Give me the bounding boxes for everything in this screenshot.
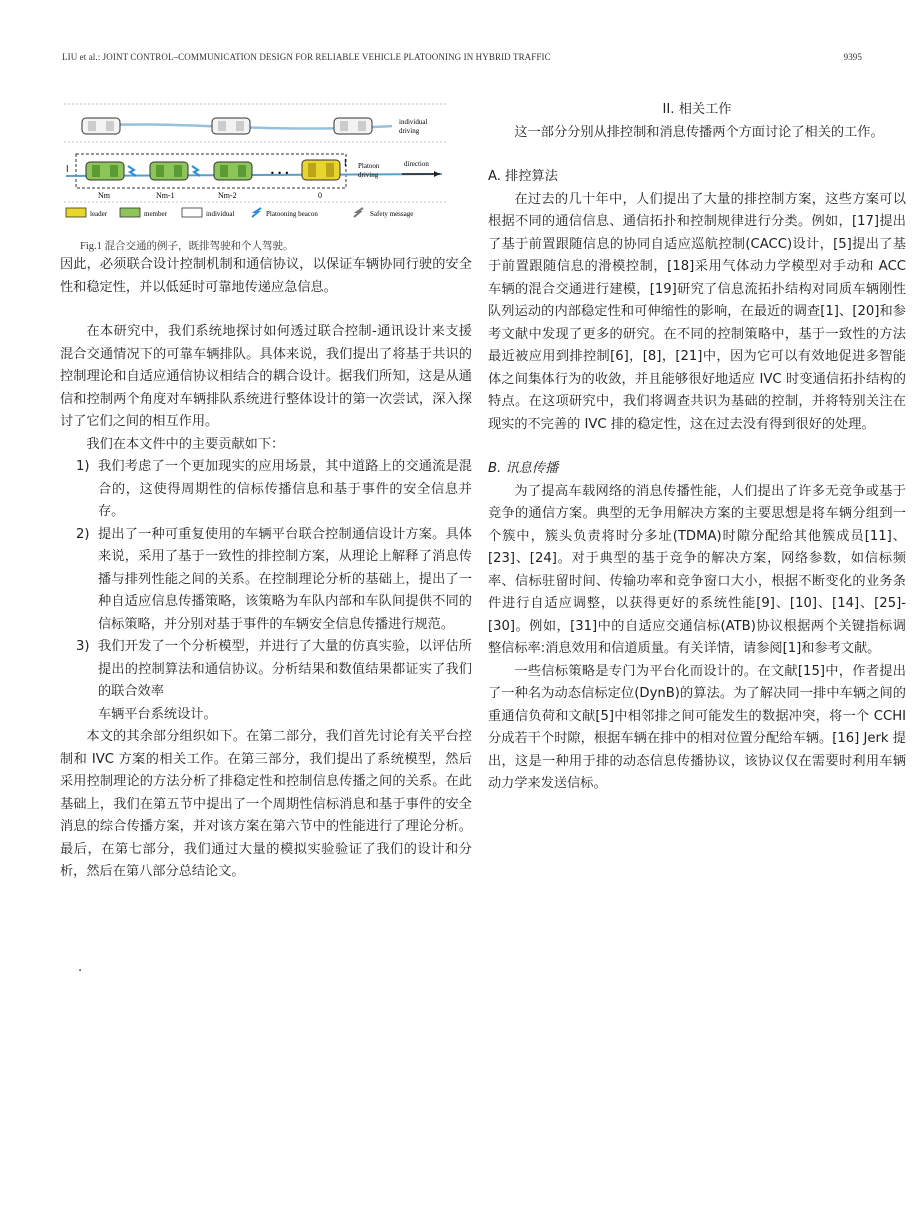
list-text: 车辆平台系统设计。 (98, 706, 217, 722)
label-platoon: Platoon (358, 162, 380, 170)
paragraph: 在过去的几十年中，人们提出了大量的排控制方案，这些方案可以根据不同的通信信息、通信拓扑和控制规律进行分类。例如，[17]提出了基于前置跟随信息的协同自适应巡航控制(CACC)设计，[5]提出了基于前置跟随信息的滑模控制，[18]采用气体动力学模型对手动和 ACC 车辆的混合交通进行建模，[19]研究了信息流拓扑结构对同质车辆刚性队列运动的内部稳定性和可伸缩性的影响，在最近的调查[1]、[20]和参考文献中发现了更多的研究。在不同的控制策略中，基于一致性的方法最近被应用到排控制[6]，[8]，[21]中，因为它可以有效地促进多智能体之间集体行为的收敛，并且能够很好地适应 IVC 时变通信拓扑结构的特点。在这项研究中，我们将调查共识为基础的控制，并将特别关注在现实的不完善的 IVC 排的稳定性，这在过去没有得到很好的处理。 (488, 191, 906, 432)
label-nm-2: Nm-2 (218, 191, 237, 200)
legend-member: member (144, 210, 167, 218)
leader-vehicle (302, 160, 340, 180)
paragraph: 本文的其余部分组织如下。在第二部分，我们首先讨论有关平台控制和 IVC 方案的相关工作。在第三部分，我们提出了系统模型，然后采用控制理论的方法分析了排稳定性和控制信息传播之间的关系。在此基础上，我们在第五节中提出了一个周期性信标消息和基于事件的安全消息的综合传播方案，并对该方案在第六节中的性能进行了理论分析。最后，在第七部分，我们通过大量的模拟实验验证了我们的设计和分析，然后在第八部分总结论文。 (60, 729, 472, 879)
figure-caption: Fig.1 混合交通的例子，既排驾驶和个人驾驶。 (80, 241, 294, 252)
paragraph: 一些信标策略是专门为平台化而设计的。在文献[15]中，作者提出了一种名为动态信标定位(DynB)的算法。为了解决同一排中车辆之间的重通信负荷和文献[5]中相邻排之间可能发生的数据冲突，将一个 CCHI 分成若干个时隙，根据车辆在排中的相对位置分配给车辆。[16] Jerk 提出，这是一种用于排的动态信息传播协议，该协议仅在需要时利用车辆动力学来发送信标。 (488, 663, 906, 791)
individual-vehicle (334, 118, 372, 134)
legend-leader-swatch (66, 208, 86, 217)
member-vehicle (86, 162, 124, 180)
list-number: 1) (76, 459, 90, 474)
paragraph: 我们在本文件中的主要贡献如下： (86, 436, 285, 452)
section-heading: II. 相关工作 (662, 102, 732, 117)
label-nm: Nm (98, 191, 110, 200)
list-item-continuation (60, 704, 472, 727)
label-zero: 0 (318, 191, 322, 200)
beacon-icon (252, 208, 261, 217)
list-text: 我们考虑了一个更加现实的应用场景，其中道路上的交通流是混合的，这使得周期性的信标传播信息和基于事件的安全信息并存。 (98, 459, 472, 519)
ellipsis: • • • (270, 169, 290, 178)
list-text: 我们开发了一个分析模型，并进行了大量的仿真实验，以评估所提出的控制算法和通信协议。分析结果和数值结果都证实了我们的联合效率 (98, 639, 472, 699)
label-driving: driving (399, 127, 420, 135)
figure-hybrid-traffic (62, 100, 448, 222)
legend-member-swatch (120, 208, 140, 217)
bar-right: l (344, 159, 347, 169)
individual-vehicle (82, 118, 120, 134)
list-item (60, 524, 472, 637)
safety-message-icon (354, 208, 363, 217)
list-number: 2) (76, 526, 90, 542)
page-number: 9395 (843, 52, 862, 62)
legend-safety: Safety message (370, 210, 414, 218)
direction-arrow-icon (402, 171, 440, 177)
label-individual: individual (399, 118, 428, 126)
label-nm-1: Nm-1 (156, 191, 175, 200)
paragraph: 在本研究中，我们系统地探讨如何透过联合控制-通讯设计来支援混合交通情况下的可靠车辆排队。具体来说，我们提出了将基于共识的控制理论和自适应通信协议相结合的耦合设计。据我们所知，这是从通信和控制两个角度对车辆排队系统进行整体设计的第一次尝试，深入探讨了它们之间的相互作用。 (60, 324, 472, 429)
left-column (60, 254, 472, 884)
individual-vehicle (212, 118, 250, 134)
running-title: LIU et al.: JOINT CONTROL–COMMUNICATION DESIGN FOR RELIABLE VEHICLE PLATOONING IN HYBRID TRAFFIC (62, 52, 551, 62)
label-driving-2: driving (358, 171, 379, 179)
paragraph: 为了提高车载网络的消息传播性能，人们提出了许多无竞争或基于竞争的通信方案。典型的无争用解决方案的主要思想是将车辆分组到一个簇中，簇头负责将时分多址(TDMA)时隙分配给其他簇成员[11]、[23]、[24]。对于典型的基于竞争的解决方案，网络参数，如信标频率、信标驻留时间、传输功率和竞争窗口大小，根据不断变化的业务条件进行自适应调整，以获得更好的系统性能[9]、[10]、[14]、[25]-[30]。例如，[31]中的自适应交通信标(ATB)协议根据两个关键指标调整信标率:消息效用和信道质量。有关详情，请参阅[1]和参考文献。 (488, 483, 906, 656)
label-direction: direction (404, 160, 429, 168)
contribution-list (60, 456, 472, 726)
right-column (488, 99, 906, 796)
running-header (62, 52, 862, 66)
subsection-heading: B. 讯息传播 (488, 461, 559, 476)
list-number: 3) (76, 639, 90, 654)
legend-individual: individual (206, 210, 235, 218)
member-vehicle (214, 162, 252, 180)
list-item (60, 636, 472, 704)
paragraph: 因此，必须联合设计控制机制和通信协议，以保证车辆协同行驶的安全性和稳定性，并以低延时可靠地传递应急信息。 (60, 257, 472, 295)
legend-leader: leader (90, 210, 108, 218)
subsection-heading: A. 排控算法 (488, 169, 558, 184)
stray-dot: · (78, 964, 83, 979)
list-item (60, 456, 472, 524)
member-vehicle (150, 162, 188, 180)
list-text: 提出了一种可重复使用的车辆平台联合控制通信设计方案。具体来说，采用了基于一致性的排控制方案，从理论上解释了消息传播与排列性能之间的关系。在控制理论分析的基础上，提出了一种自适应信息传播策略，该策略为车队内部和车队间提供不同的信标策略，并分别对基于事件的车辆安全信息传播进行规范。 (98, 526, 472, 632)
bar-left: l (66, 165, 69, 175)
legend-individual-swatch (182, 208, 202, 217)
paragraph: 这一部分分别从排控制和消息传播两个方面讨论了相关的工作。 (514, 124, 884, 140)
legend-beacon: Platooning beacon (266, 210, 318, 218)
